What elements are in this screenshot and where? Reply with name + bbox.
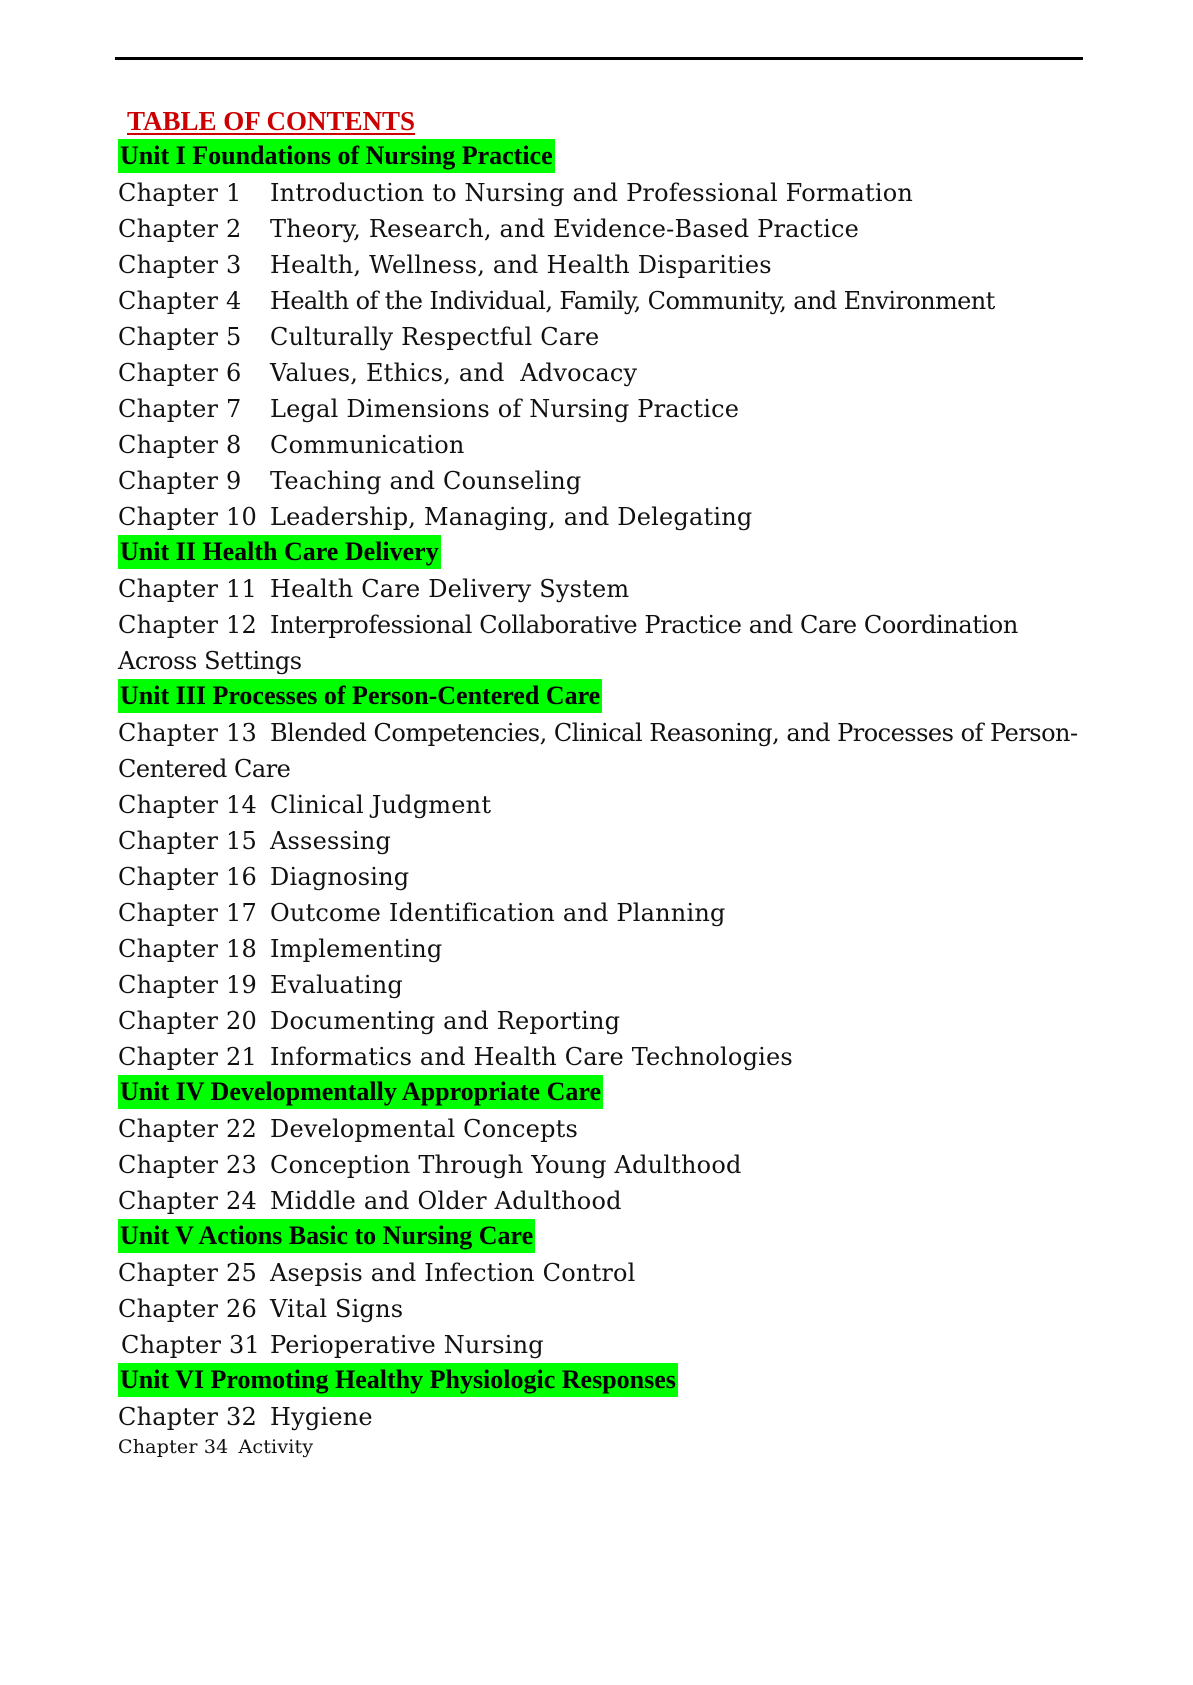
chapter-entry [118, 1183, 1083, 1219]
chapter-number: Chapter 26 [118, 1295, 257, 1323]
unit-heading: Unit VI Promoting Healthy Physiologic Responses [118, 1363, 678, 1397]
unit-heading: Unit I Foundations of Nursing Practice [118, 139, 555, 173]
chapter-number: Chapter 23 [118, 1151, 257, 1179]
chapter-number: Chapter 21 [118, 1043, 257, 1071]
chapter-title: Hygiene [270, 1403, 373, 1431]
chapter-title: Diagnosing [270, 863, 410, 891]
chapter-title: Informatics and Health Care Technologies [270, 1043, 793, 1071]
chapter-title: Implementing [270, 935, 443, 963]
chapter-entry [118, 571, 1083, 607]
chapter-entry [118, 175, 1083, 211]
unit-heading: Unit II Health Care Delivery [118, 535, 441, 569]
chapter-entry [118, 1147, 1083, 1183]
chapter-entry [118, 499, 1083, 535]
chapter-title: Developmental Concepts [270, 1115, 579, 1143]
chapter-entry [118, 859, 1083, 895]
chapter-entry [118, 247, 1083, 283]
chapter-number: Chapter 12 [118, 611, 257, 639]
chapter-entry [118, 427, 1083, 463]
chapter-number: Chapter 7 [118, 395, 242, 423]
chapter-entry [118, 1291, 1083, 1327]
chapter-number: Chapter 5 [118, 323, 242, 351]
chapter-number: Chapter 4 [118, 287, 242, 315]
chapter-title: Theory, Research, and Evidence-Based Practice [270, 215, 860, 243]
top-rule [115, 57, 1083, 60]
chapter-number: Chapter 34 [118, 1436, 229, 1458]
chapter-number: Chapter 16 [118, 863, 257, 891]
chapter-entry [118, 607, 1083, 679]
unit-heading-row [118, 535, 1083, 571]
chapter-number: Chapter 17 [118, 899, 257, 927]
chapter-title: Communication [270, 431, 465, 459]
chapter-title: Introduction to Nursing and Professional Formation [270, 179, 914, 207]
chapter-entry [118, 1039, 1083, 1075]
chapter-number: Chapter 2 [118, 215, 242, 243]
chapter-title: Blended Competencies, Clinical Reasoning, and Processes of Person-Centered Care [118, 719, 1078, 783]
chapter-entry [118, 1399, 1083, 1435]
chapter-entry [118, 967, 1083, 1003]
unit-heading-row [118, 139, 1083, 175]
chapter-number: Chapter 9 [118, 467, 242, 495]
chapter-entry [118, 1327, 1083, 1363]
chapter-entry [118, 715, 1083, 787]
chapter-title: Leadership, Managing, and Delegating [270, 503, 753, 531]
chapter-entry [118, 463, 1083, 499]
chapter-entry [118, 355, 1083, 391]
chapter-number: Chapter 31 [121, 1331, 260, 1359]
chapter-number: Chapter 15 [118, 827, 257, 855]
chapter-number: Chapter 6 [118, 359, 242, 387]
chapter-entry [118, 283, 1083, 319]
chapter-number: Chapter 1 [118, 179, 242, 207]
chapter-number: Chapter 18 [118, 935, 257, 963]
chapter-number: Chapter 32 [118, 1403, 257, 1431]
chapter-title: Legal Dimensions of Nursing Practice [270, 395, 740, 423]
unit-heading: Unit V Actions Basic to Nursing Care [118, 1219, 535, 1253]
chapter-title: Health of the Individual, Family, Community, and Environment [270, 287, 995, 315]
chapter-number: Chapter 10 [118, 503, 257, 531]
unit-heading: Unit III Processes of Person-Centered Care [118, 679, 602, 713]
chapter-title: Clinical Judgment [270, 791, 492, 819]
chapter-number: Chapter 19 [118, 971, 257, 999]
chapter-entry [118, 1435, 1083, 1459]
unit-heading-row [118, 1075, 1083, 1111]
chapter-title: Vital Signs [270, 1295, 404, 1323]
chapter-number: Chapter 22 [118, 1115, 257, 1143]
chapter-number: Chapter 13 [118, 719, 257, 747]
chapter-title: Assessing [270, 827, 392, 855]
unit-heading-row [118, 1219, 1083, 1255]
chapter-entry [118, 319, 1083, 355]
chapter-entry [118, 895, 1083, 931]
chapter-entry [118, 931, 1083, 967]
chapter-title: Asepsis and Infection Control [270, 1259, 636, 1287]
chapter-number: Chapter 3 [118, 251, 242, 279]
chapter-entry [118, 211, 1083, 247]
chapter-number: Chapter 25 [118, 1259, 257, 1287]
chapter-title: Perioperative Nursing [270, 1331, 544, 1359]
chapter-number: Chapter 20 [118, 1007, 257, 1035]
chapter-entry [118, 787, 1083, 823]
chapter-entry [118, 1003, 1083, 1039]
chapter-entry [118, 823, 1083, 859]
chapter-title: Middle and Older Adulthood [270, 1187, 622, 1215]
chapter-title: Health, Wellness, and Health Disparities [270, 251, 772, 279]
chapter-title: Documenting and Reporting [270, 1007, 621, 1035]
unit-heading-row [118, 679, 1083, 715]
chapter-title: Activity [238, 1436, 314, 1458]
chapter-title: Teaching and Counseling [270, 467, 582, 495]
chapter-number: Chapter 14 [118, 791, 257, 819]
chapter-title: Evaluating [270, 971, 403, 999]
chapter-entry [118, 391, 1083, 427]
chapter-number: Chapter 11 [118, 575, 257, 603]
table-of-contents [118, 103, 1083, 1459]
unit-heading: Unit IV Developmentally Appropriate Care [118, 1075, 603, 1109]
unit-heading-row [118, 1363, 1083, 1399]
chapter-title: Values, Ethics, and Advocacy [270, 359, 638, 387]
toc-title: TABLE OF CONTENTS [127, 106, 416, 136]
chapter-entry [118, 1255, 1083, 1291]
chapter-title: Outcome Identification and Planning [270, 899, 726, 927]
chapter-title: Interprofessional Collaborative Practice and Care Coordination Across Settings [118, 611, 1018, 675]
chapter-title: Health Care Delivery System [270, 575, 630, 603]
chapter-number: Chapter 8 [118, 431, 242, 459]
chapter-number: Chapter 24 [118, 1187, 257, 1215]
chapter-title: Conception Through Young Adulthood [270, 1151, 742, 1179]
chapter-entry [118, 1111, 1083, 1147]
chapter-title: Culturally Respectful Care [270, 323, 600, 351]
